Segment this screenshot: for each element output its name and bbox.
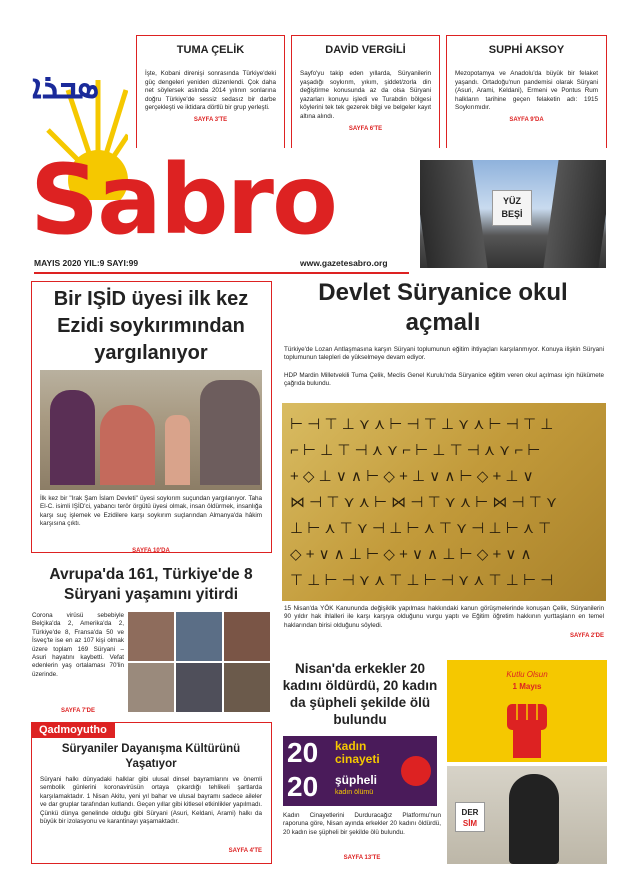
- graphic-word-1b: cinayeti: [335, 752, 380, 766]
- column-author: SUPHİ AKSOY: [488, 44, 565, 56]
- nisan-graphic: [283, 736, 437, 806]
- main-lead-2: HDP Mardin Milletvekili Tuma Çelik, Meclis Genel Kurulu'nda Süryanice eğitim veren okul açılması için hükümete çağrıda bulundu.: [284, 372, 604, 388]
- portrait-5: [176, 663, 222, 712]
- avrupa-body: Corona virüsü sebebiyle Belçika'da 2, Amerika'da 2, Türkiye'de 8, Fransa'da 50 ve İsveç'te ise en az 107 kişi olmak üzere toplam 169 Süryani – Asuri hayatını kaybetti. Vefat edenlerin yaş ortalaması 70'lin üzerinde.: [32, 612, 124, 678]
- portrait-1: [128, 612, 174, 661]
- avrupa-headline[interactable]: Avrupa'da 161, Türkiye'de 8 Süryani yaşamını yitirdi: [49, 566, 253, 603]
- main-body: 15 Nisan'da YÖK Kanununda değişiklik yapılması hakkındaki kanun görüşmelerinde konuşan Çelik, Süryanilerin 90 yıldır hak ihlalleri ile karşı karşıya olduğunu vurgu yaptı ve Eğitim öğretim hakkının yurttaşların en temel haklarından birisi olduğunu söyledi.: [284, 605, 604, 629]
- page-ref[interactable]: SAYFA 9'DA: [509, 116, 544, 123]
- column-text: Sayfo'yu takip eden yıllarda, Süryanilerin yaşadığı soykırım, yıkım, şiddet/zorla din değiştirme konusunda az da olsa Süryani yazarları konuyu işledi ve Turabdin bölgesi köylerini tek tek gezerek bilgi ve belgeler kayıt altına alındı.: [300, 70, 431, 120]
- platform-logo-icon: [401, 756, 431, 786]
- qadmoyutho-body: Süryani halkı dünyadaki halklar gibi ulusal dinsel bayramlarını ve önemli sembolik günlerini koronavirüsün ortaya çıkardığı tehlikeli şartlarda karşılamaktadır. 1 Nisan Akitu, yeni yıl bahar ve ulusal bayramı sadece aileler ve dar gruplar tarafından kutlandı. Geçen yıllar gibi kitlesel etkinlikler yapılmadı. Çünkü dünya genelinde olduğu gibi Süryani (Asuri, Keldani, Arami) halkı da büyük bir izolasyonu ve karantinayı yaşamaktadır.: [40, 776, 262, 826]
- graphic-word-2b: kadın ölümü: [335, 789, 374, 796]
- monument-photo: [420, 160, 606, 268]
- issue-info: MAYIS 2020 YIL:9 SAYI:99: [34, 258, 139, 268]
- nisan-page-ref[interactable]: SAYFA 13'TE: [343, 855, 381, 861]
- may-day-poster: [447, 660, 607, 762]
- column-suphi: [446, 35, 607, 148]
- isid-headline[interactable]: Bir IŞİD üyesi ilk kez Ezidi soykırımından yargılanıyor: [53, 288, 249, 364]
- column-text: Mezopotamya ve Anadolu'da büyük bir felaket yaşandı. Ortadoğu'nun pandemisi olarak Süryani (Asuri, Arami, Keldani), Ermeni ve Pontus Rum halkların tarihine geçen felaketin adı: 1915 Soykırımıdır.: [455, 70, 598, 112]
- isid-page-ref[interactable]: SAYFA 10'DA: [132, 548, 170, 554]
- graphic-number-1: 20: [287, 737, 319, 768]
- may-day-line-2: 1 Mayıs: [512, 682, 542, 691]
- qadmoyutho-page-ref[interactable]: SAYFA 4'TE: [228, 848, 262, 854]
- column-david: [291, 35, 440, 148]
- main-headline[interactable]: Devlet Süryanice okul açmalı: [318, 279, 568, 336]
- avrupa-portraits: [128, 612, 270, 712]
- nisan-headline[interactable]: Nisan'da erkekler 20 kadını öldürdü, 20 kadın da şüpheli şekilde ölü bulundu: [282, 661, 438, 727]
- avrupa-page-ref[interactable]: SAYFA 7'DE: [61, 708, 95, 714]
- svg-text:◇ + ∨ ∧ ⊥ ⊢ ◇ + ∨ ∧ ⊥ ⊢ ◇ + ∨: ◇ + ∨ ∧ ⊥ ⊢ ◇ + ∨ ∧ ⊥ ⊢ ◇ + ∨ ∧: [290, 546, 532, 563]
- page-ref[interactable]: SAYFA 3'TE: [193, 116, 228, 123]
- portrait-6: [224, 663, 270, 712]
- dersim-label: DER SİM: [455, 802, 485, 832]
- column-tuma: [136, 35, 285, 148]
- website[interactable]: www.gazetesabro.org: [300, 258, 388, 268]
- logo-script: ܣܒܪܐ: [32, 68, 100, 106]
- portrait-3: [224, 612, 270, 661]
- svg-text:⋈ ⊣ ⊤ ⋎ ⋏ ⊢ ⋈ ⊣ ⊤ ⋎ ⋏ ⊢ ⋈ ⊣ ⊤: ⋈ ⊣ ⊤ ⋎ ⋏ ⊢ ⋈ ⊣ ⊤ ⋎ ⋏ ⊢ ⋈ ⊣ ⊤ ⋎: [290, 494, 557, 511]
- isid-photo: [40, 370, 262, 490]
- svg-text:⊤ ⊥ ⊢ ⊣ ⋎ ⋏ ⊤ ⊥ ⊢ ⊣ ⋎ ⋏ ⊤ ⊥ ⊢: ⊤ ⊥ ⊢ ⊣ ⋎ ⋏ ⊤ ⊥ ⊢ ⊣ ⋎ ⋏ ⊤ ⊥ ⊢ ⊣: [290, 572, 554, 589]
- isid-body: İlk kez bir "Irak Şam İslam Devleti" üyesi soykırım suçundan yargılanıyor. Taha El-C. isimli IŞİD'ci, yabancı terör örgütü üyesi olmak, insan öldürmek, insanlığa karşı suç işlemek ve Ezidilere karşı soykırım suçlarından Almanya'da hâkim karşısına çıktı.: [40, 495, 262, 528]
- svg-text:⊢ ⊣ ⊤ ⊥ ⋎ ⋏ ⊢ ⊣ ⊤ ⊥ ⋎ ⋏ ⊢ ⊣ ⊤: ⊢ ⊣ ⊤ ⊥ ⋎ ⋏ ⊢ ⊣ ⊤ ⊥ ⋎ ⋏ ⊢ ⊣ ⊤ ⊥: [290, 416, 554, 433]
- nisan-body: Kadın Cinayetlerini Durduracağız Platformu'nun raporuna göre, Nisan ayında erkekler 20 kadını öldürdü, 20 kadın ise şüpheli bir şekilde ölü bulundu.: [283, 812, 441, 836]
- masthead-rule: [34, 272, 409, 274]
- raised-fist-icon: [497, 696, 557, 758]
- statue-silhouette: [509, 774, 559, 864]
- may-day-line-1: Kutlu Olsun: [506, 670, 548, 679]
- svg-text:+ ◇ ⊥ ∨ ∧ ⊢ ◇ + ⊥ ∨ ∧ ⊢ ◇ + ⊥: + ◇ ⊥ ∨ ∧ ⊢ ◇ + ⊥ ∨ ∧ ⊢ ◇ + ⊥ ∨: [290, 468, 534, 485]
- column-author: TUMA ÇELİK: [176, 44, 245, 56]
- column-author: DAVİD VERGİLİ: [325, 44, 406, 56]
- svg-text:⌐ ⊢ ⊥ ⊤ ⊣ ⋏ ⋎ ⌐ ⊢ ⊥ ⊤ ⊣ ⋏ ⋎ ⌐: ⌐ ⊢ ⊥ ⊤ ⊣ ⋏ ⋎ ⌐ ⊢ ⊥ ⊤ ⊣ ⋏ ⋎ ⌐ ⊢: [290, 442, 541, 459]
- svg-text:⊥ ⊢ ⋏ ⊤ ⋎ ⊣ ⊥ ⊢ ⋏ ⊤ ⋎ ⊣ ⊥ ⊢ ⋏: ⊥ ⊢ ⋏ ⊤ ⋎ ⊣ ⊥ ⊢ ⋏ ⊤ ⋎ ⊣ ⊥ ⊢ ⋏ ⊤: [290, 520, 552, 537]
- qadmoyutho-headline[interactable]: Süryaniler Dayanışma Kültürünü Yaşatıyor: [61, 743, 241, 770]
- portrait-2: [176, 612, 222, 661]
- graphic-word-1a: kadın: [335, 739, 367, 753]
- logo-text[interactable]: Sabro: [30, 144, 336, 256]
- cuneiform-pattern: [282, 403, 606, 601]
- syriac-tablet-image: [282, 403, 606, 601]
- graphic-word-2a: şüpheli: [335, 773, 378, 787]
- column-text: İşte, Kobani direnişi sonrasında Türkiye'deki güç dengeleri yeniden düzenlendi. Çok daha net söylersek aslında 2014 yılının sonlarına doğru Türkiye'de sessiz sedasız bir darbe gerçekleşti ve iktidara dörtlü bir grup yerleşti.: [145, 70, 276, 112]
- page-ref[interactable]: SAYFA 6'TE: [348, 125, 383, 132]
- yuz-besi-plaque: YÜZ BEŞİ: [492, 190, 532, 226]
- graphic-number-2: 20: [287, 771, 319, 802]
- main-lead-1: Türkiye'de Lozan Antlaşmasına karşın Süryani toplumunun eğitim ihtiyaçları karşılanmıyor. Konuya ilişkin Süryani toplumunun talepleri de yükselmeye devam ediyor.: [284, 346, 604, 362]
- qadmoyutho-tag: Qadmoyutho: [31, 722, 115, 738]
- portrait-4: [128, 663, 174, 712]
- dersim-photo: [447, 766, 607, 864]
- main-page-ref[interactable]: SAYFA 2'DE: [570, 633, 604, 639]
